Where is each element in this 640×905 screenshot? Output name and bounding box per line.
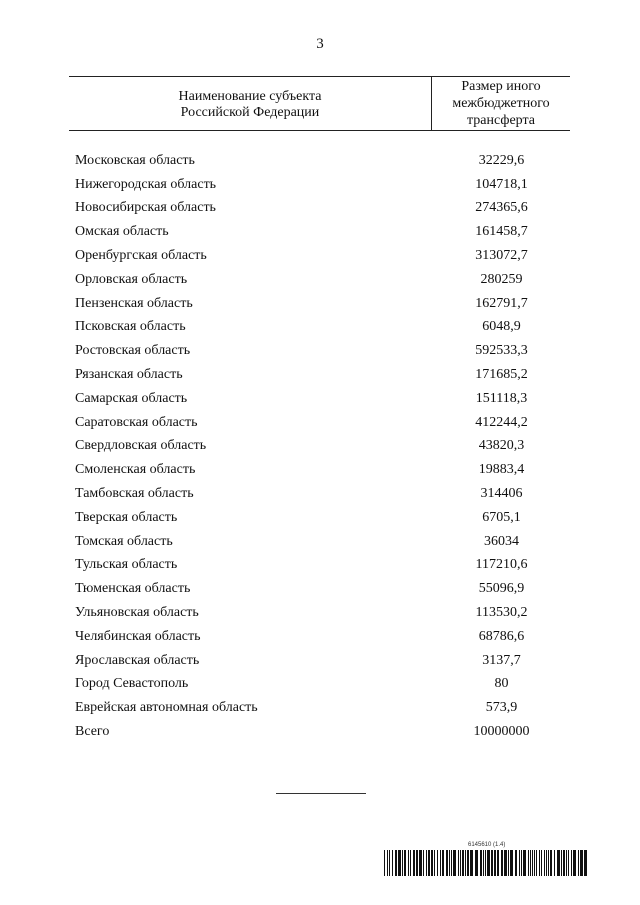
subject-name: Псковская область [75, 319, 186, 335]
end-rule [276, 793, 366, 794]
subject-name: Томская область [75, 533, 173, 549]
transfer-amount: 313072,7 [475, 248, 528, 264]
subject-name: Тульская область [75, 557, 178, 573]
transfer-amount: 6705,1 [482, 509, 521, 525]
header-amount-line1: Размер иного [461, 79, 541, 94]
header-transfer-amount [432, 77, 570, 130]
transfer-table [69, 76, 570, 744]
subject-name: Рязанская область [75, 367, 183, 383]
transfer-amount: 80 [494, 676, 509, 692]
transfer-amount: 117210,6 [475, 557, 528, 573]
table-row [69, 363, 570, 387]
header-subject-line2: Российской Федерации [180, 104, 320, 120]
subject-name: Новосибирская область [75, 200, 216, 216]
subject-name: Еврейская автономная область [75, 700, 258, 716]
transfer-amount: 55096,9 [478, 581, 525, 597]
page-number: 3 [316, 36, 324, 52]
table-row [69, 601, 570, 625]
transfer-amount: 104718,1 [475, 176, 528, 192]
transfer-amount: 171685,2 [475, 367, 528, 383]
transfer-amount: 162791,7 [475, 295, 528, 311]
transfer-amount: 10000000 [473, 724, 530, 740]
transfer-amount: 151118,3 [475, 390, 528, 406]
subject-name: Город Севастополь [75, 676, 189, 692]
table-row [69, 577, 570, 601]
subject-name: Самарская область [75, 390, 188, 406]
transfer-amount: 314406 [480, 486, 523, 502]
header-subject-name [69, 77, 432, 130]
subject-name: Свердловская область [75, 438, 207, 454]
table-body [69, 149, 570, 744]
table-row [69, 506, 570, 530]
table-row [69, 339, 570, 363]
subject-name: Всего [75, 724, 110, 740]
subject-name: Московская область [75, 152, 195, 168]
transfer-amount: 412244,2 [475, 414, 528, 430]
subject-name: Ульяновская область [75, 605, 199, 621]
subject-name: Ярославская область [75, 652, 200, 668]
subject-name: Пензенская область [75, 295, 193, 311]
transfer-amount: 274365,6 [475, 200, 528, 216]
table-row [69, 625, 570, 649]
table-row [69, 435, 570, 459]
table-row [69, 411, 570, 435]
subject-name: Орловская область [75, 271, 188, 287]
transfer-amount: 161458,7 [475, 224, 528, 240]
table-row [69, 554, 570, 578]
table-row [69, 149, 570, 173]
header-amount-line3: трансферта [467, 113, 535, 128]
transfer-amount: 592533,3 [475, 343, 528, 359]
table-row [69, 220, 570, 244]
barcode-image [384, 850, 588, 876]
table-row [69, 316, 570, 340]
table-row [69, 197, 570, 221]
table-row [69, 173, 570, 197]
table-row [69, 387, 570, 411]
transfer-amount: 68786,6 [478, 628, 525, 644]
table-row [69, 530, 570, 554]
table-row [69, 458, 570, 482]
transfer-amount: 3137,7 [482, 652, 521, 668]
subject-name: Смоленская область [75, 462, 196, 478]
table-row [69, 673, 570, 697]
subject-name: Саратовская область [75, 414, 198, 430]
transfer-amount: 43820,3 [478, 438, 525, 454]
transfer-amount: 36034 [484, 533, 519, 549]
subject-name: Омская область [75, 224, 169, 240]
transfer-amount: 280259 [480, 271, 523, 287]
table-row [69, 292, 570, 316]
table-row [69, 649, 570, 673]
barcode-label: 6145610 (1.4) [468, 842, 506, 848]
subject-name: Тюменская область [75, 581, 191, 597]
subject-name: Нижегородская область [75, 176, 217, 192]
table-row [69, 268, 570, 292]
transfer-amount: 573,9 [485, 700, 518, 716]
transfer-amount: 113530,2 [475, 605, 528, 621]
table-row [69, 482, 570, 506]
header-subject-line1: Наименование субъекта [178, 88, 322, 104]
table-header [69, 76, 570, 131]
table-row [69, 244, 570, 268]
transfer-amount: 6048,9 [482, 319, 521, 335]
subject-name: Челябинская область [75, 628, 201, 644]
header-amount-line2: межбюджетного [452, 96, 550, 111]
subject-name: Ростовская область [75, 343, 191, 359]
subject-name: Тверская область [75, 509, 178, 525]
table-row [69, 720, 570, 744]
transfer-amount: 32229,6 [478, 152, 525, 168]
subject-name: Оренбургская область [75, 248, 207, 264]
table-row [69, 696, 570, 720]
subject-name: Тамбовская область [75, 486, 194, 502]
transfer-amount: 19883,4 [478, 462, 525, 478]
